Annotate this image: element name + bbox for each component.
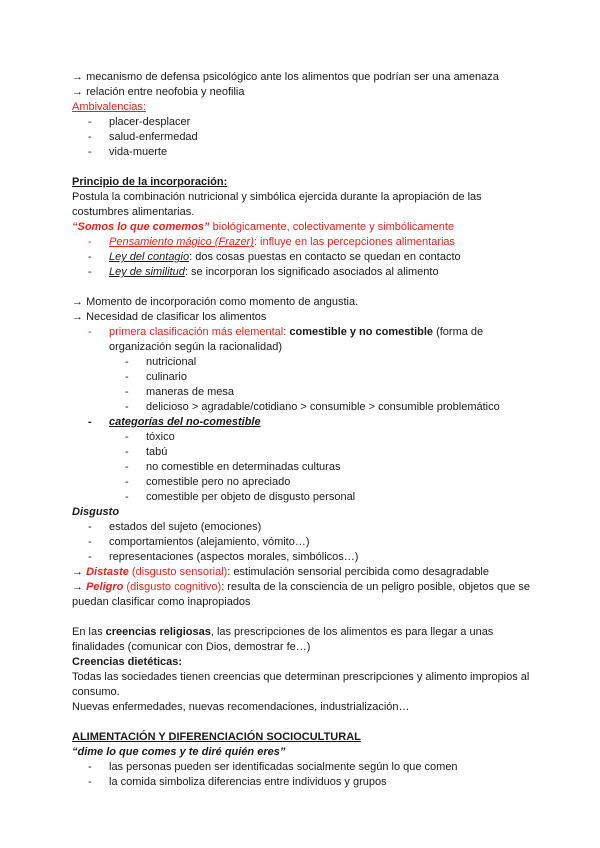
creencias-paragraph-2: Nuevas enfermedades, nuevas recomendaciones, industrialización… bbox=[72, 701, 410, 713]
list-item: - Ley del contagio: dos cosas puestas en contacto se quedan en contacto bbox=[88, 251, 461, 263]
peligro-line: → Peligro (disgusto cognitivo): resulta de la consciencia de un peligro posible, objetos que se puedan clasificar como inapropiados bbox=[72, 581, 530, 608]
list-item: - tóxico bbox=[125, 431, 175, 443]
list-item: - no comestible en determinadas culturas bbox=[125, 461, 341, 473]
list-item: - tabú bbox=[125, 446, 168, 458]
list-item: - comportamientos (alejamiento, vómito…) bbox=[88, 536, 310, 548]
list-item: - salud-enfermedad bbox=[88, 131, 198, 143]
incorporacion-quote: “Somos lo que comemos” biológicamente, colectivamente y simbólicamente bbox=[72, 221, 455, 233]
list-item: - estados del sujeto (emociones) bbox=[88, 521, 262, 533]
list-item: - nutricional bbox=[125, 356, 197, 368]
momento-line-2: → Necesidad de clasificar los alimentos bbox=[72, 311, 267, 323]
intro-line-2: → relación entre neofobia y neofilia bbox=[72, 86, 245, 98]
list-item: - las personas pueden ser identificadas socialmente según lo que comen bbox=[88, 761, 458, 773]
creencias-paragraph-1: Todas las sociedades tienen creencias que determinan prescripciones y alimento impropios al consumo. bbox=[72, 671, 530, 698]
creencias-dieteticas-heading: Creencias dietéticas: bbox=[72, 656, 183, 668]
primera-clasificacion: - primera clasificación más elemental: comestible y no comestible (forma de organización según la racionalidad) bbox=[88, 326, 484, 353]
list-item: - culinario bbox=[125, 371, 187, 383]
list-item: - vida-muerte bbox=[88, 146, 168, 158]
intro-line-1: → mecanismo de defensa psicológico ante los alimentos que podrían ser una amenaza bbox=[72, 71, 499, 83]
list-item: - comestible per objeto de disgusto personal bbox=[125, 491, 356, 503]
disgusto-heading: Disgusto bbox=[72, 506, 120, 518]
list-item: - Pensamiento mágico (Frazer): influye en las percepciones alimentarias bbox=[88, 236, 456, 248]
list-item: - placer-desplacer bbox=[88, 116, 191, 128]
distaste-line: → Distaste (disgusto sensorial): estimulación sensorial percibida como desagradable bbox=[72, 566, 489, 578]
categorias-no-comestible: - categorías del no-comestible bbox=[88, 416, 261, 428]
list-item: - comestible pero no apreciado bbox=[125, 476, 291, 488]
list-item: - representaciones (aspectos morales, simbólicos…) bbox=[88, 551, 359, 563]
document-page bbox=[72, 70, 532, 790]
alimentacion-quote: “dime lo que comes y te diré quién eres” bbox=[72, 746, 286, 758]
incorporacion-description: Postula la combinación nutricional y simbólica ejercida durante la apropiación de las costumbres alimentarias. bbox=[72, 191, 482, 218]
list-item: - la comida simboliza diferencias entre individuos y grupos bbox=[88, 776, 387, 788]
creencias-religiosas: En las creencias religiosas, las prescripciones de los alimentos es para llegar a unas finalidades (comunicar con Dios, demostrar fe…) bbox=[72, 626, 494, 653]
momento-line-1: → Momento de incorporación como momento de angustia. bbox=[72, 296, 359, 308]
incorporacion-heading: Principio de la incorporación: bbox=[72, 176, 228, 188]
ambivalencias-heading: Ambivalencias: bbox=[72, 101, 146, 113]
list-item: - Ley de similitud: se incorporan los significado asociados al alimento bbox=[88, 266, 439, 278]
alimentacion-heading: ALIMENTACIÓN Y DIFERENCIACIÓN SOCIOCULTURAL bbox=[72, 731, 361, 743]
list-item: - maneras de mesa bbox=[125, 386, 235, 398]
list-item: - delicioso > agradable/cotidiano > consumible > consumible problemático bbox=[125, 401, 500, 413]
